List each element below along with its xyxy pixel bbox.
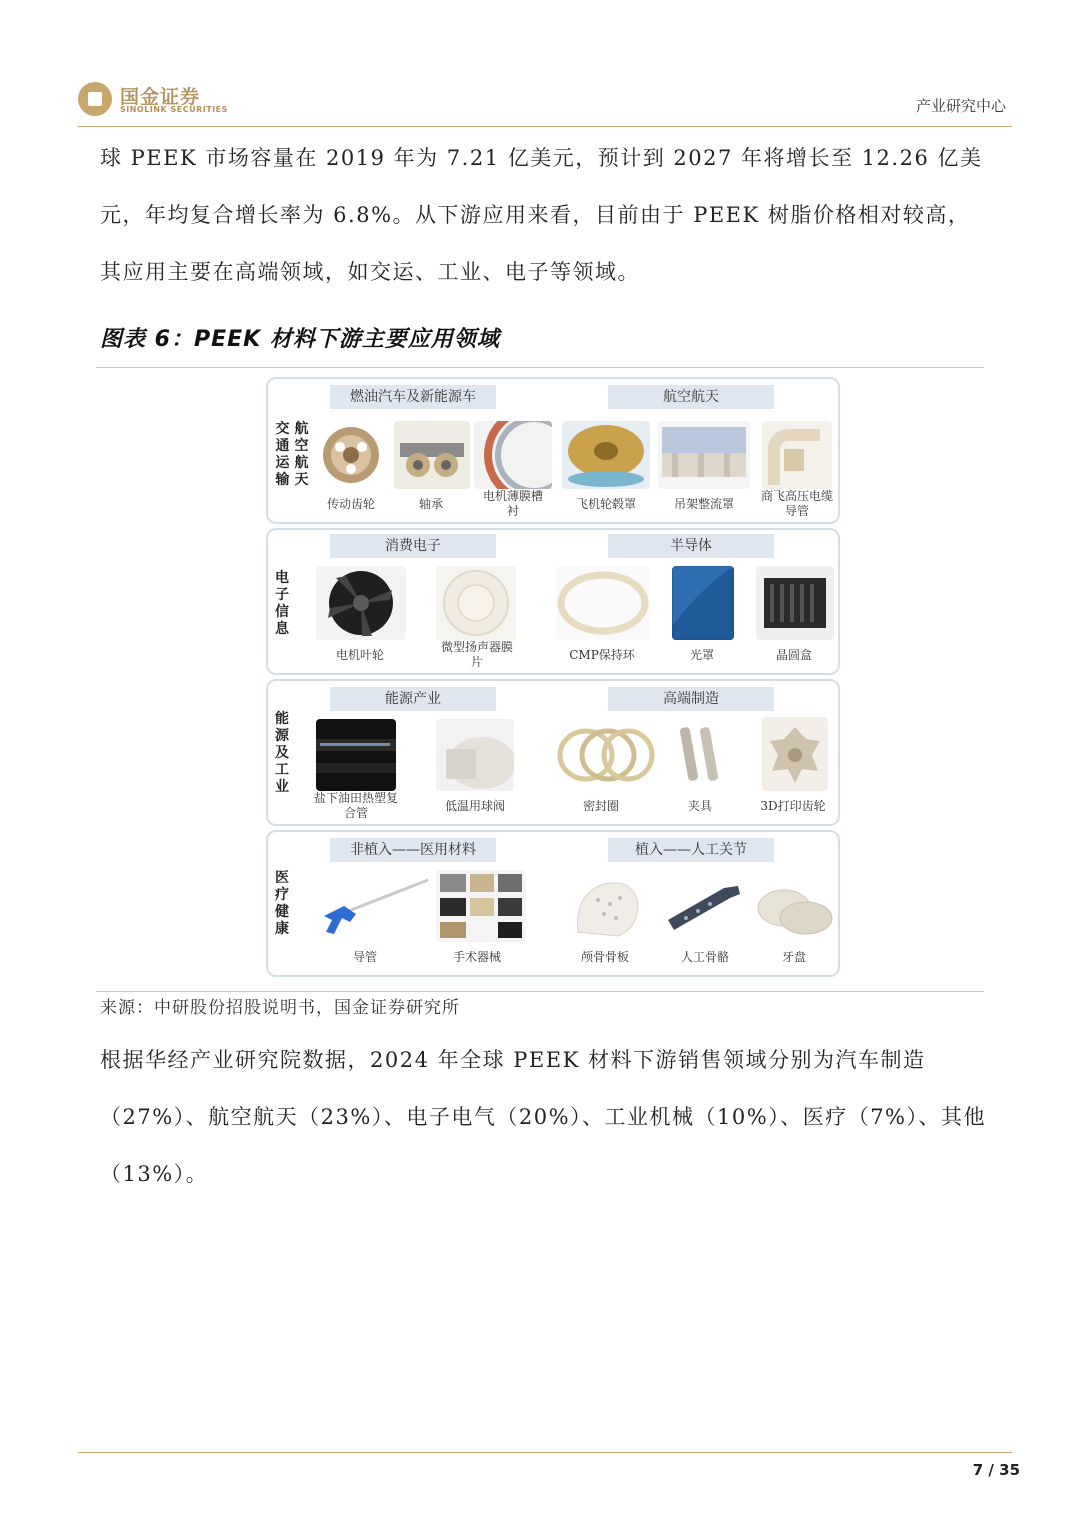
skull-plate-image bbox=[568, 874, 646, 942]
item-caption: 人工骨骼 bbox=[680, 950, 729, 964]
page-number: 7 / 35 bbox=[972, 1461, 1020, 1479]
footer-divider bbox=[78, 1452, 1012, 1453]
surgical-instrument-image bbox=[436, 870, 526, 942]
application-figure bbox=[262, 375, 840, 979]
category-high-end-manufacturing: 高端制造 bbox=[608, 687, 774, 711]
item-caption: 传动齿轮 bbox=[326, 497, 375, 511]
panel-healthcare bbox=[266, 830, 840, 977]
panel-side-label: 医 疗 健 康 bbox=[275, 870, 289, 937]
gear-image bbox=[320, 421, 382, 489]
item-caption: 电机薄膜槽衬 bbox=[482, 489, 543, 518]
panel-energy-industry bbox=[266, 679, 840, 826]
category-energy: 能源产业 bbox=[330, 687, 496, 711]
panel-side-label: 交 通 运 输 航 空 航 天 bbox=[275, 421, 309, 488]
category-implant: 植入——人工关节 bbox=[608, 838, 774, 862]
item-caption: 光罩 bbox=[689, 648, 714, 662]
cmp-ring-image bbox=[556, 566, 650, 640]
item-caption: 低温用球阀 bbox=[444, 799, 505, 813]
seal-ring-image bbox=[556, 725, 656, 785]
panel-transport bbox=[266, 377, 840, 524]
paragraph-downstream-share: 根据华经产业研究院数据，2024 年全球 PEEK 材料下游销售领域分别为汽车制造（27%）、航空航天（23%）、电子电气（20%）、工业机械（10%）、医疗（7%）、其他（13%）。 bbox=[100, 1048, 987, 1186]
artificial-bone-image bbox=[664, 880, 744, 938]
panel-electronics bbox=[266, 528, 840, 675]
item-caption: 轴承 bbox=[418, 497, 443, 511]
panel-side-label: 能 源 及 工 业 bbox=[275, 711, 289, 795]
item-caption: 晶圆盒 bbox=[775, 648, 812, 662]
logo-subtext: SINOLINK SECURITIES bbox=[120, 105, 228, 114]
figure-divider-bottom bbox=[96, 991, 984, 992]
item-caption: 电机叶轮 bbox=[335, 648, 384, 662]
photomask-image bbox=[672, 566, 734, 640]
item-caption: 商飞高压电缆导管 bbox=[760, 489, 833, 518]
hub-cover-image bbox=[562, 421, 650, 489]
logo-text: 国金证券 bbox=[120, 86, 201, 108]
catheter-image bbox=[316, 872, 432, 940]
item-caption: 3D打印齿轮 bbox=[760, 799, 826, 813]
item-caption: 颅骨骨板 bbox=[580, 950, 629, 964]
panel-side-label: 电 子 信 息 bbox=[275, 570, 289, 637]
fairing-image bbox=[658, 421, 750, 489]
item-caption: 飞机轮毂罩 bbox=[575, 497, 636, 511]
wafer-box-image bbox=[756, 566, 834, 640]
conduit-image bbox=[762, 421, 832, 489]
category-consumer-electronics: 消费电子 bbox=[330, 534, 496, 558]
bearing-image bbox=[394, 421, 470, 489]
category-non-implant: 非植入——医用材料 bbox=[330, 838, 496, 862]
ball-valve-image bbox=[436, 719, 514, 791]
item-caption: 牙盘 bbox=[781, 950, 806, 964]
logo-icon bbox=[78, 82, 112, 116]
speaker-film-image bbox=[436, 566, 516, 640]
item-caption: 吊架整流罩 bbox=[673, 497, 734, 511]
item-caption: 密封圈 bbox=[582, 799, 619, 813]
printed-gear-image bbox=[762, 717, 828, 791]
figure-divider-top bbox=[96, 367, 984, 368]
paragraph-market: 球 PEEK 市场容量在 2019 年为 7.21 亿美元，预计到 2027 年将增长至 12.26 亿美元，年均复合增长率为 6.8%。从下游应用来看，目前由于 PEEK 树脂价格相对较高，其应用主要在高端领域，如交运、工业、电子等领域。 bbox=[100, 146, 983, 284]
item-caption: 盐下油田热塑复合管 bbox=[313, 791, 398, 820]
impeller-image bbox=[316, 566, 406, 640]
motor-liner-image bbox=[474, 421, 552, 489]
item-caption: 微型扬声器膜片 bbox=[440, 640, 513, 669]
category-vehicle: 燃油汽车及新能源车 bbox=[330, 385, 496, 409]
item-caption: 导管 bbox=[352, 950, 377, 964]
dental-disc-image bbox=[754, 884, 834, 940]
item-caption: 手术器械 bbox=[452, 950, 501, 964]
item-caption: 夹具 bbox=[687, 799, 712, 813]
item-caption: CMP保持环 bbox=[569, 648, 635, 662]
category-semiconductor: 半导体 bbox=[608, 534, 774, 558]
figure-title: 图表 6：PEEK 材料下游主要应用领域 bbox=[100, 327, 500, 352]
clamp-image bbox=[672, 721, 728, 787]
header-section: 产业研究中心 bbox=[915, 97, 1006, 115]
composite-pipe-image bbox=[316, 719, 396, 791]
category-aerospace: 航空航天 bbox=[608, 385, 774, 409]
figure-source: 来源：中研股份招股说明书，国金证券研究所 bbox=[100, 998, 460, 1018]
header-divider bbox=[78, 126, 1012, 127]
